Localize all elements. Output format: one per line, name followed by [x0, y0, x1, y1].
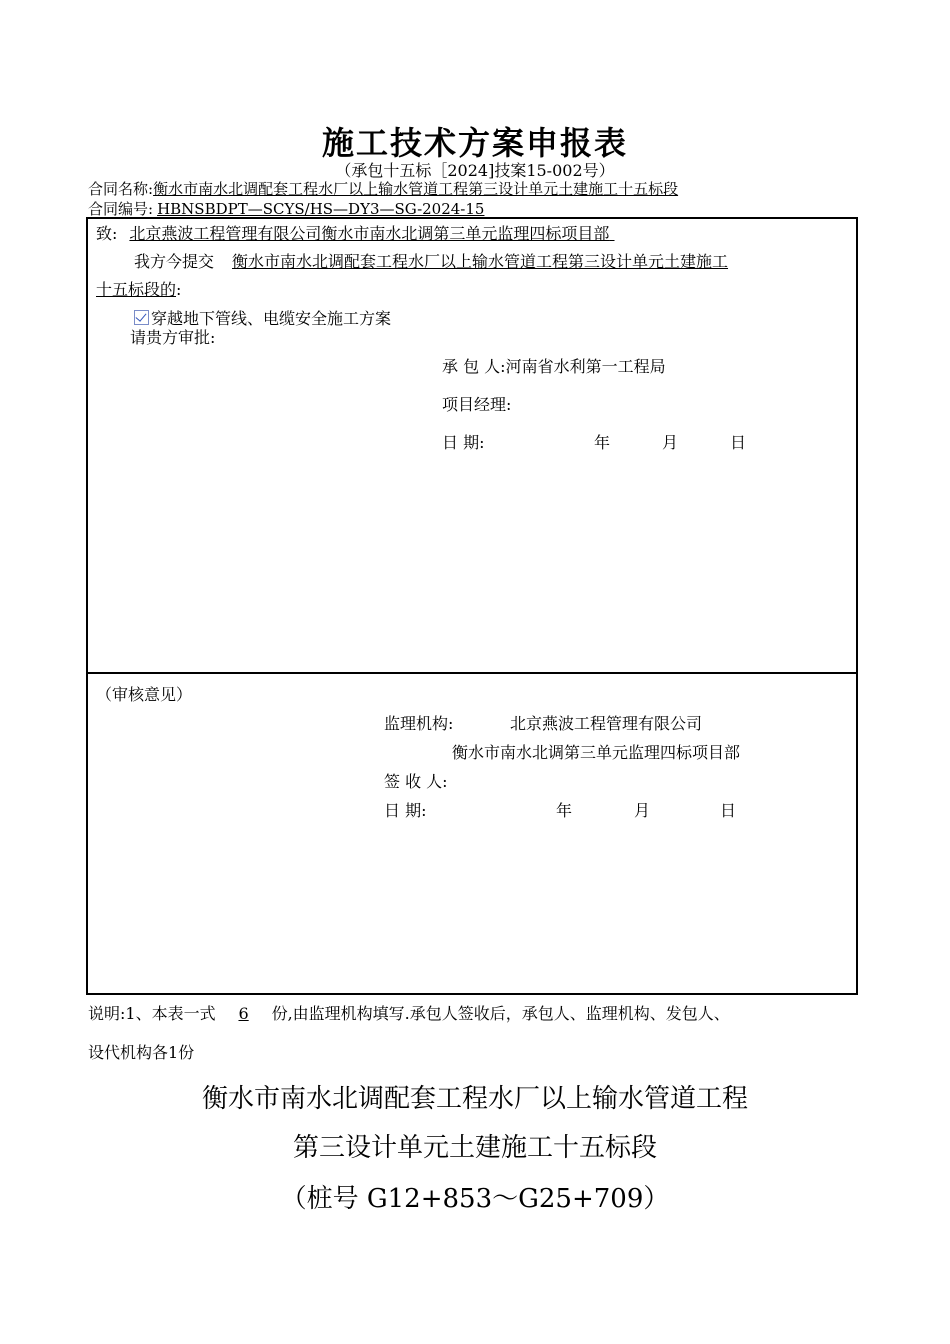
project-name-line1: 衡水市南水北调配套工程水厂以上输水管道工程 [201, 1084, 748, 1114]
plan-item-label: 穿越地下管线、电缆安全施工方案 [151, 309, 392, 328]
day-label-upper: 日 [730, 433, 747, 452]
contract-name-value: 衡水市南水北调配套工程水厂以上输水管道工程第三设计单元土建施工十五标段 [153, 180, 679, 198]
form-number: （承包十五标［2024]技案15-002号） [335, 161, 615, 180]
note-line-1: 说明:1、本表一式 6 份,由监理机构填写.承包人签收后，承包人、监理机构、发包人、 [88, 1004, 730, 1023]
checkbox-checked-icon[interactable] [134, 310, 149, 325]
copies-count: 6 [238, 1004, 249, 1023]
review-label: （审核意见） [96, 685, 193, 704]
supervisor-label: 监理机构: [384, 714, 454, 733]
submit-row [134, 249, 728, 272]
contract-no-label: 合同编号: [88, 200, 154, 218]
station-range: （桩号 G12+853～G25+709） [280, 1184, 670, 1214]
date-label-lower: 日 期: [384, 801, 427, 820]
to-row [96, 221, 615, 244]
contract-name-row [88, 178, 678, 199]
year-label-lower: 年 [556, 801, 573, 820]
contractor-value: 河南省水利第一工程局 [505, 357, 666, 376]
section-divider [88, 672, 856, 674]
supervisor-line1: 北京燕波工程管理有限公司 [510, 714, 703, 733]
contract-no-value: HBNSBDPT—SCYS/HS—DY3—SG-2024-15 [157, 200, 485, 218]
project-name-line2: 第三设计单元土建施工十五标段 [292, 1133, 657, 1163]
contract-no-row [88, 198, 484, 219]
to-value: 北京燕波工程管理有限公司衡水市南水北调第三单元监理四标项目部 [129, 224, 610, 243]
contractor-row [442, 354, 666, 377]
form-table [86, 217, 858, 995]
note-line-2: 设代机构各1份 [88, 1043, 195, 1062]
page-title: 施工技术方案申报表 [321, 124, 628, 162]
month-label-upper: 月 [662, 433, 679, 452]
contractor-label: 承 包 人: [442, 357, 506, 376]
month-label-lower: 月 [634, 801, 651, 820]
supervisor-line2: 衡水市南水北调第三单元监理四标项目部 [452, 743, 741, 762]
request-text: 请贵方审批: [130, 328, 216, 347]
year-label-upper: 年 [594, 433, 611, 452]
submit-value-line2: 十五标段的 [96, 280, 177, 299]
manager-label: 项目经理: [442, 395, 512, 414]
contract-name-label: 合同名称: [88, 180, 154, 198]
submit-value-line1: 衡水市南水北调配套工程水厂以上输水管道工程第三设计单元土建施工 [232, 252, 729, 271]
submit-label: 我方今提交 [134, 252, 215, 271]
receiver-label: 签 收 人: [384, 772, 448, 791]
date-label-upper: 日 期: [442, 433, 485, 452]
submit-row-2: 十五标段的: [96, 280, 182, 299]
to-label: 致: [96, 224, 118, 243]
day-label-lower: 日 [720, 801, 737, 820]
